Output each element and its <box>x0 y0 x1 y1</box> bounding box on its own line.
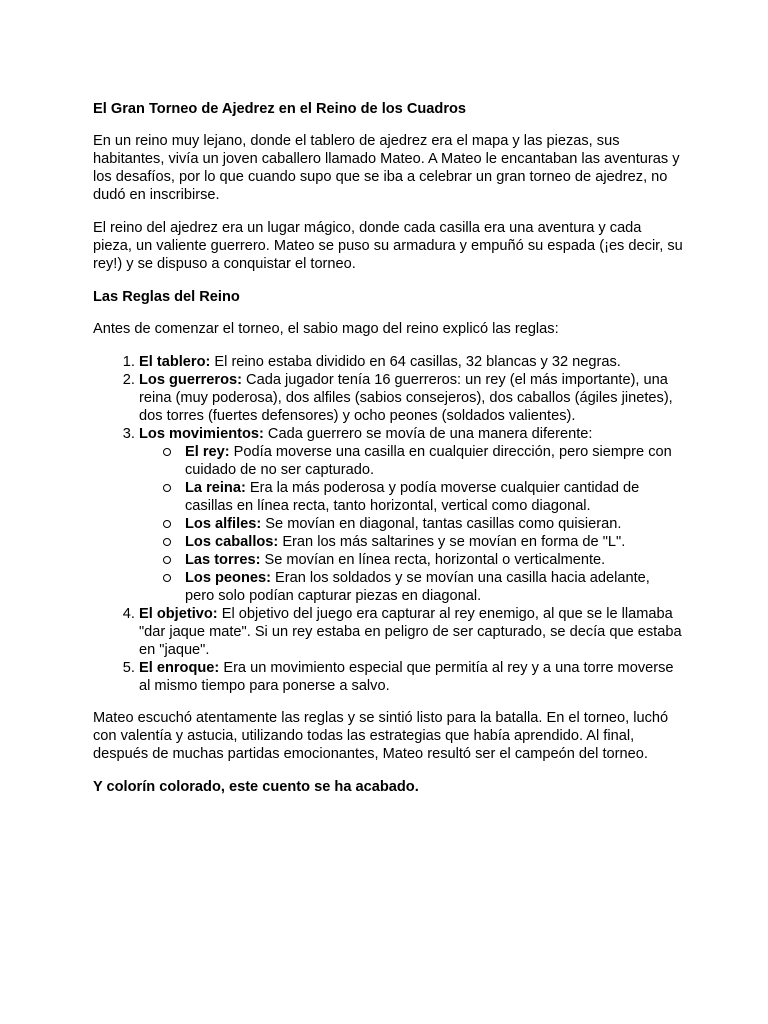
move-label: La reina: <box>185 480 246 496</box>
move-text: Podía moverse una casilla en cualquier dirección, pero siempre con cuidado de no ser capturado. <box>185 444 672 478</box>
rules-intro-paragraph: Antes de comenzar el torneo, el sabio mago del reino explicó las reglas: <box>93 321 559 337</box>
rule-item <box>139 605 683 659</box>
hollow-bullet-icon <box>163 538 171 546</box>
move-text: Se movían en línea recta, horizontal o verticalmente. <box>260 552 606 568</box>
move-item <box>185 443 683 479</box>
rule-text: Cada jugador tenía 16 guerreros: un rey (el más importante), una reina (muy poderosa), dos alfiles (sabios consejeros), dos caballos (ágiles jinetes), dos torres (fuertes defensores) y ocho peones (soldados valientes). <box>139 372 673 424</box>
rule-item <box>139 659 683 695</box>
story-title: El Gran Torneo de Ajedrez en el Reino de los Cuadros <box>93 101 467 117</box>
moves-list <box>139 443 683 605</box>
rule-text: El reino estaba dividido en 64 casillas, 32 blancas y 32 negras. <box>210 354 621 370</box>
section-heading: Las Reglas del Reino <box>93 289 240 305</box>
rule-label: El tablero: <box>139 354 211 370</box>
rule-label: El objetivo: <box>139 606 218 622</box>
rule-item <box>139 425 683 605</box>
hollow-bullet-icon <box>163 574 171 582</box>
move-label: Los alfiles: <box>185 516 262 532</box>
move-label: Los peones: <box>185 570 271 586</box>
move-text: Se movían en diagonal, tantas casillas como quisieran. <box>261 516 622 532</box>
rule-text: Cada guerrero se movía de una manera diferente: <box>263 426 593 442</box>
move-label: Las torres: <box>185 552 261 568</box>
hollow-bullet-icon <box>163 448 171 456</box>
move-label: Los caballos: <box>185 534 279 550</box>
document-body <box>93 100 683 811</box>
rule-item <box>139 353 683 371</box>
intro-paragraph-2: El reino del ajedrez era un lugar mágico, donde cada casilla era una aventura y cada pieza, un valiente guerrero. Mateo se puso su armadura y empuñó su espada (¡es decir, su rey!) y se dispuso a conquistar el torneo. <box>93 220 683 272</box>
rule-item <box>139 371 683 425</box>
hollow-bullet-icon <box>163 556 171 564</box>
move-text: Eran los soldados y se movían una casilla hacia adelante, pero solo podían capturar piezas en diagonal. <box>185 570 650 604</box>
rule-label: Los movimientos: <box>139 426 264 442</box>
rule-label: Los guerreros: <box>139 372 242 388</box>
move-item <box>185 515 683 533</box>
rule-text: El objetivo del juego era capturar al rey enemigo, al que se le llamaba "dar jaque mate". Si un rey estaba en peligro de ser capturado, se decía que estaba en "jaque". <box>139 606 682 658</box>
hollow-bullet-icon <box>163 520 171 528</box>
move-item <box>185 551 683 569</box>
move-item <box>185 569 683 605</box>
hollow-bullet-icon <box>163 484 171 492</box>
move-item <box>185 533 683 551</box>
closing-line: Y colorín colorado, este cuento se ha acabado. <box>93 779 419 795</box>
outro-paragraph: Mateo escuchó atentamente las reglas y se sintió listo para la batalla. En el torneo, luchó con valentía y astucia, utilizando todas las estrategias que había aprendido. Al final, después de muchas partidas emocionantes, Mateo resultó ser el campeón del torneo. <box>93 710 669 762</box>
move-text: Eran los más saltarines y se movían en forma de "L". <box>278 534 626 550</box>
rule-text: Era un movimiento especial que permitía al rey y a una torre moverse al mismo tiempo para ponerse a salvo. <box>139 660 674 694</box>
rules-list <box>93 353 683 695</box>
move-text: Era la más poderosa y podía moverse cualquier cantidad de casillas en línea recta, tanto horizontal, vertical como diagonal. <box>185 480 640 514</box>
rule-label: El enroque: <box>139 660 220 676</box>
move-label: El rey: <box>185 444 230 460</box>
intro-paragraph-1: En un reino muy lejano, donde el tablero de ajedrez era el mapa y las piezas, sus habitantes, vivía un joven caballero llamado Mateo. A Mateo le encantaban las aventuras y los desafíos, por lo que cuando supo que se iba a celebrar un gran torneo de ajedrez, no dudó en inscribirse. <box>93 133 680 203</box>
move-item <box>185 479 683 515</box>
